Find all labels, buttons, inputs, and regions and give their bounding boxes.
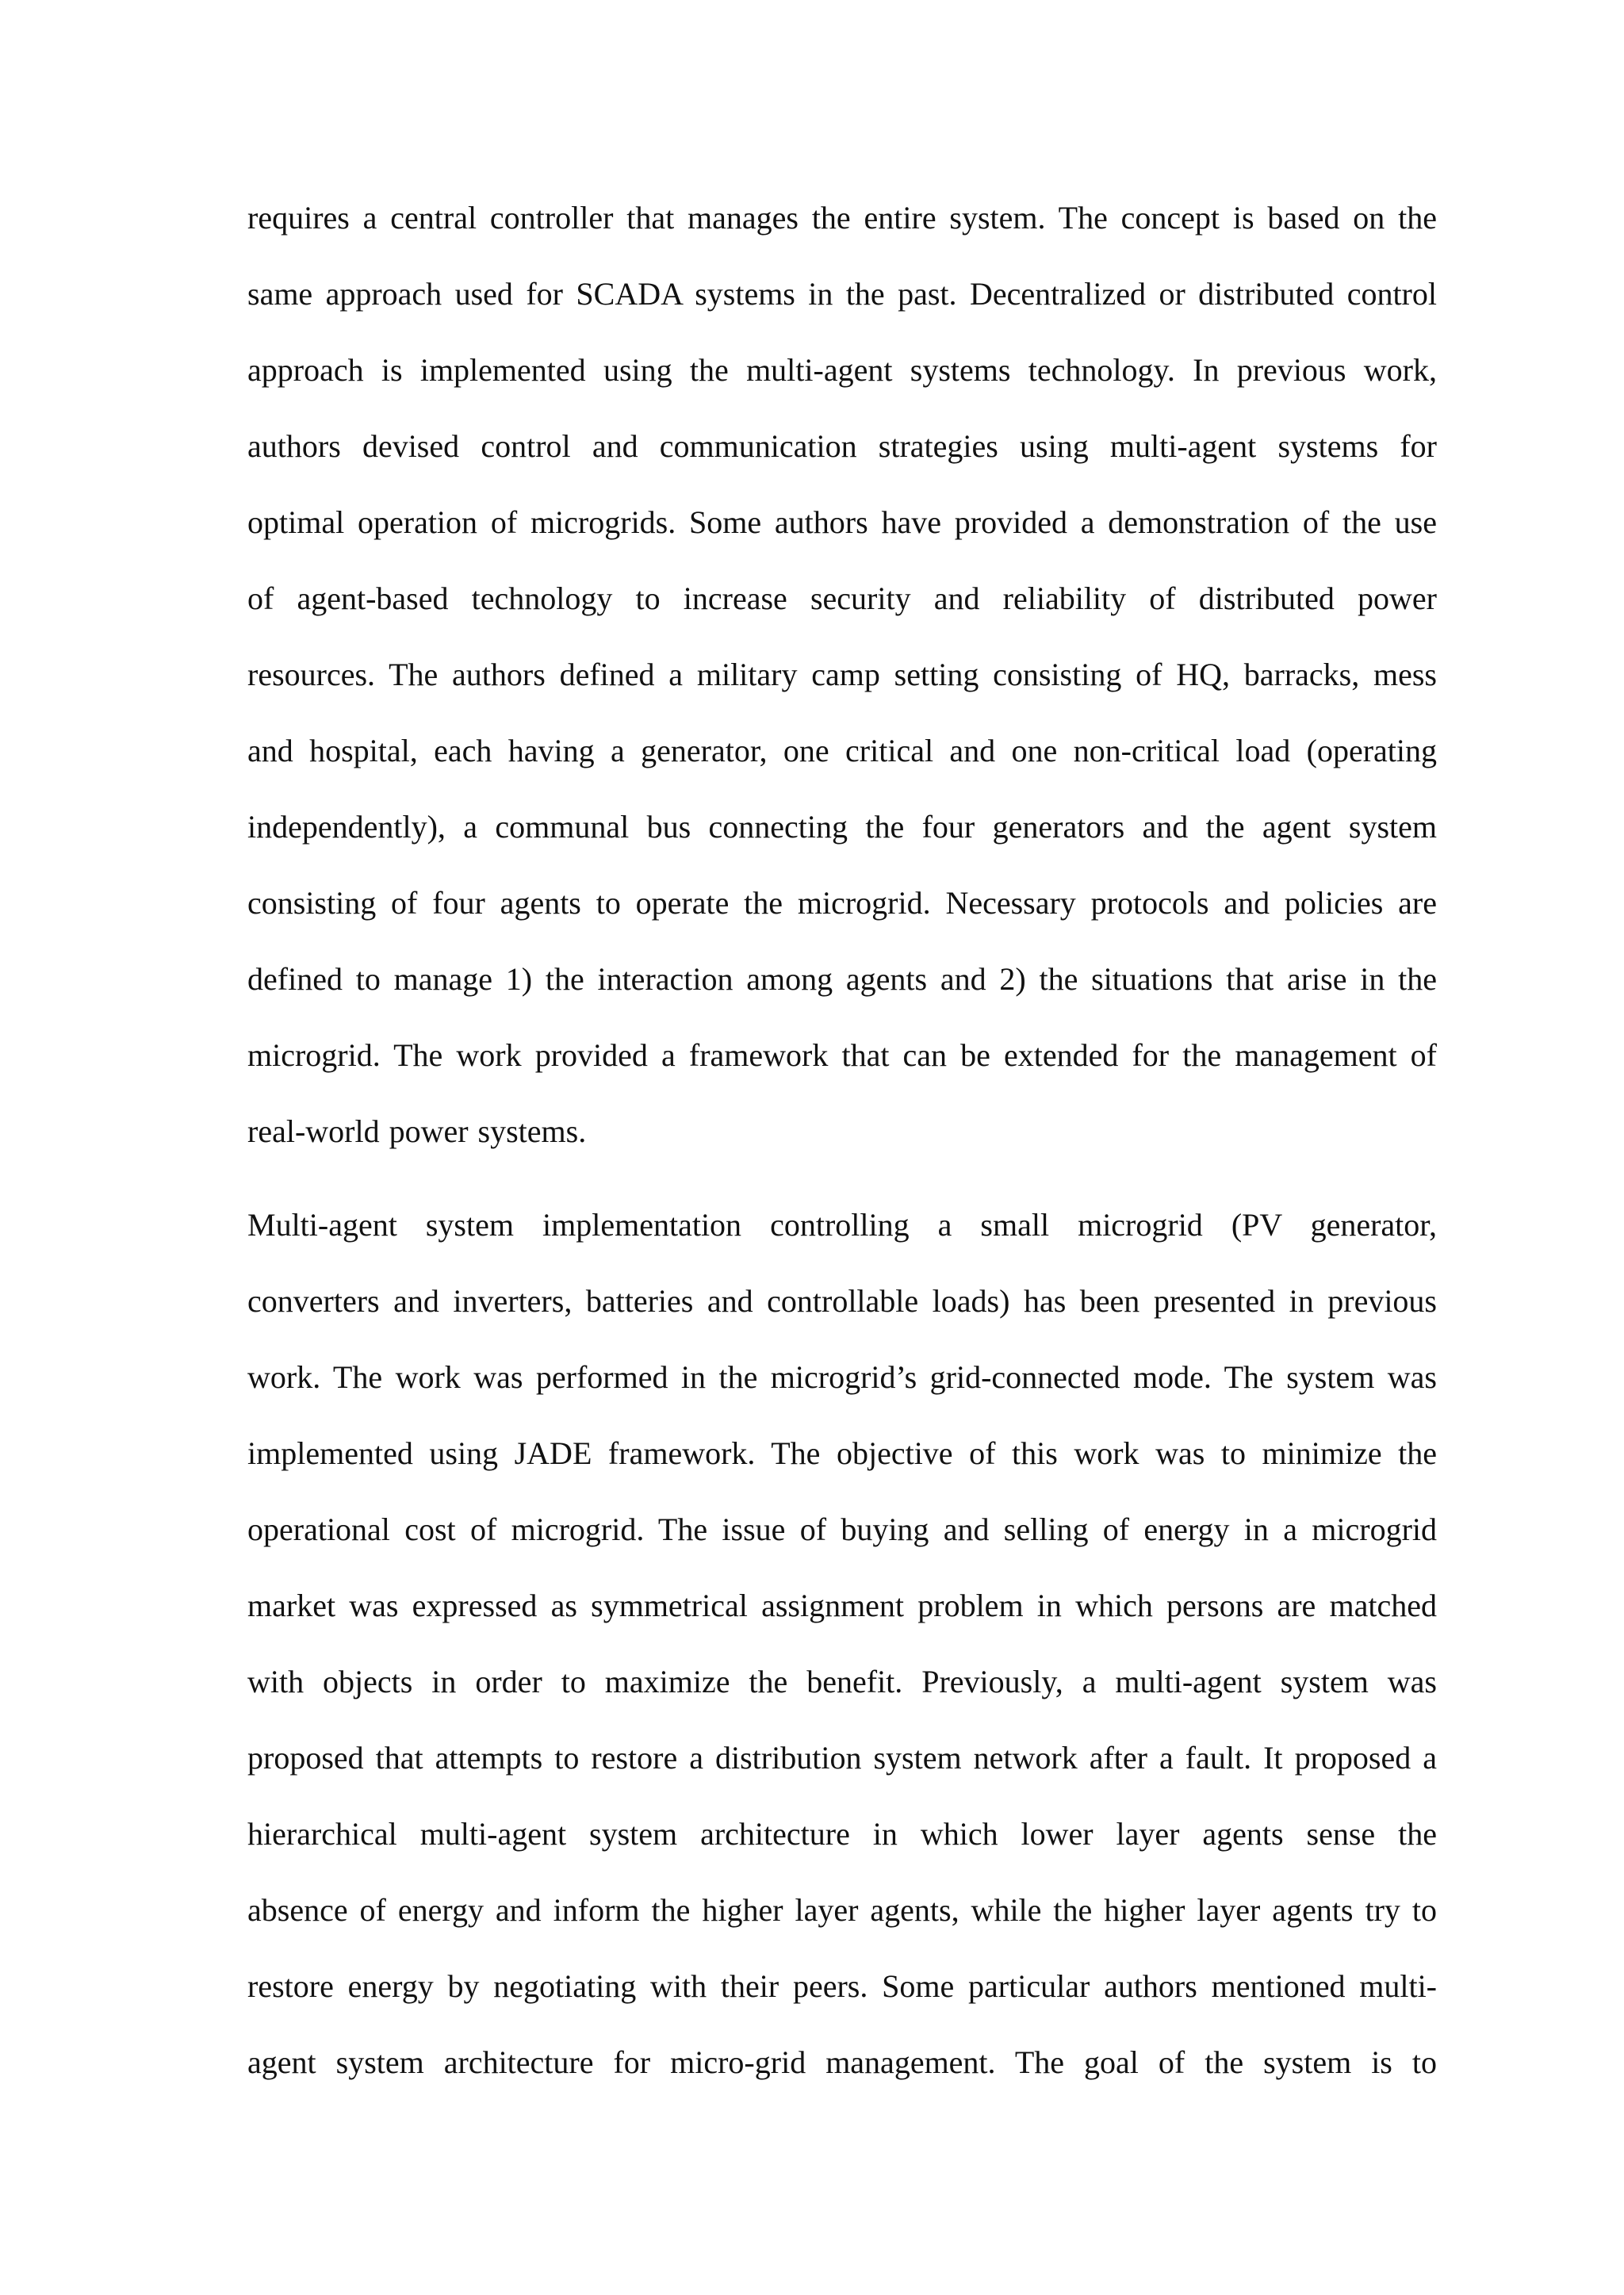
text-line: proposed that attempts to restore a distribution system network after a fault. It proposed a <box>247 1740 1437 1776</box>
text-line: converters and inverters, batteries and controllable loads) has been presented in previous <box>247 1283 1437 1319</box>
text-line: with objects in order to maximize the benefit. Previously, a multi-agent system was <box>247 1664 1437 1699</box>
paragraph-1 <box>247 193 1437 1183</box>
text-line: consisting of four agents to operate the microgrid. Necessary protocols and policies are <box>247 885 1437 921</box>
text-line: optimal operation of microgrids. Some authors have provided a demonstration of the use <box>247 504 1437 540</box>
paragraph-2 <box>247 1201 1437 2114</box>
text-line: Multi-agent system implementation controlling a small microgrid (PV generator, <box>247 1207 1437 1243</box>
text-line: work. The work was performed in the microgrid’s grid-connected mode. The system was <box>247 1359 1437 1395</box>
text-line: operational cost of microgrid. The issue of buying and selling of energy in a microgrid <box>247 1511 1437 1547</box>
text-line: hierarchical multi-agent system architecture in which lower layer agents sense the <box>247 1816 1437 1852</box>
text-line: approach is implemented using the multi-agent systems technology. In previous work, <box>247 352 1437 388</box>
text-line: requires a central controller that manages the entire system. The concept is based on the <box>247 200 1437 236</box>
text-line: agent system architecture for micro-grid management. The goal of the system is to <box>247 2044 1437 2080</box>
text-line: real-world power systems. <box>247 1113 587 1149</box>
text-line: implemented using JADE framework. The objective of this work was to minimize the <box>247 1435 1437 1471</box>
text-line: independently), a communal bus connecting the four generators and the agent system <box>247 809 1437 845</box>
text-line: same approach used for SCADA systems in the past. Decentralized or distributed control <box>247 276 1437 312</box>
text-line: microgrid. The work provided a framework that can be extended for the management of <box>247 1037 1437 1073</box>
text-line: absence of energy and inform the higher layer agents, while the higher layer agents try to <box>247 1892 1437 1928</box>
text-line: market was expressed as symmetrical assignment problem in which persons are matched <box>247 1588 1437 1623</box>
text-line: restore energy by negotiating with their peers. Some particular authors mentioned multi- <box>247 1968 1437 2004</box>
text-line: of agent-based technology to increase security and reliability of distributed power <box>247 580 1437 616</box>
text-line: resources. The authors defined a military camp setting consisting of HQ, barracks, mess <box>247 657 1437 692</box>
text-line: defined to manage 1) the interaction among agents and 2) the situations that arise in the <box>247 961 1437 997</box>
text-line: and hospital, each having a generator, one critical and one non-critical load (operating <box>247 733 1437 768</box>
text-line: authors devised control and communication strategies using multi-agent systems for <box>247 428 1437 464</box>
